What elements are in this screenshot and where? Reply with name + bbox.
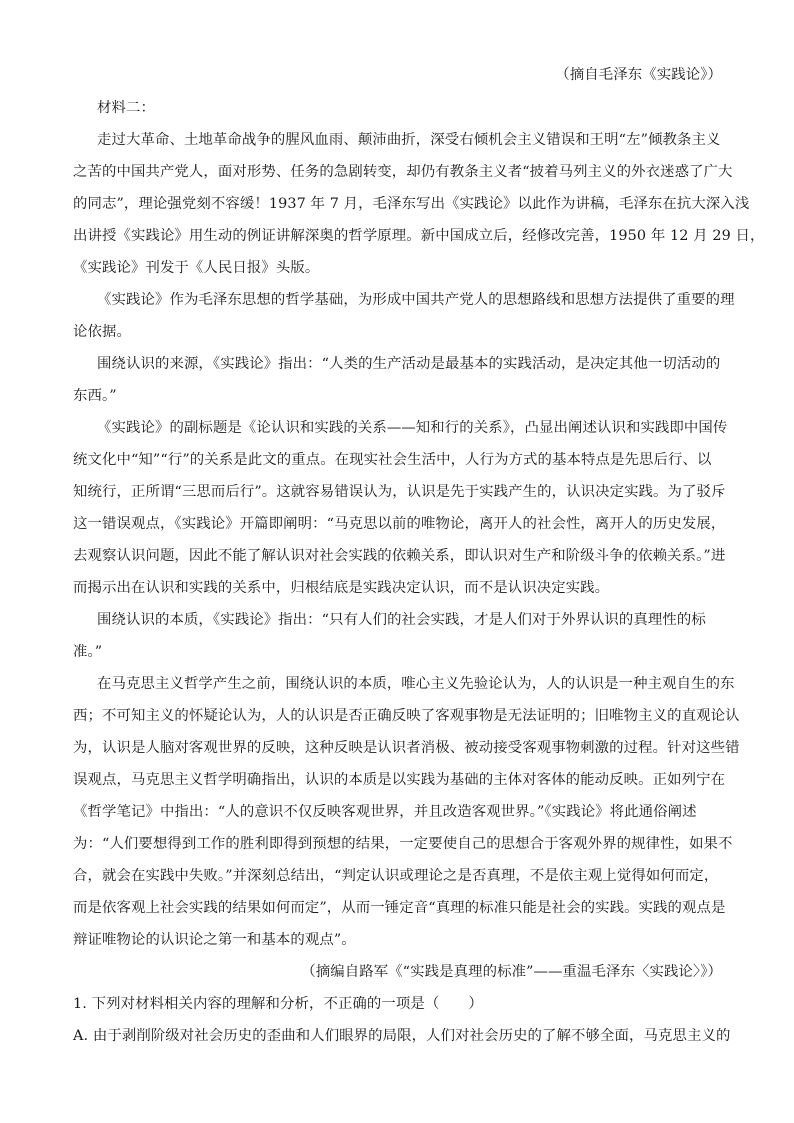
paragraph-line: 论依据。: [73, 324, 131, 340]
paragraph-line: 辩证唯物论的认识论之第一和基本的观点”。: [73, 932, 356, 948]
paragraph-line: 知统行，正所谓“三思而后行”。这就容易错误认为，认识是先于实践产生的，认识决定实践。为了驳斥: [73, 484, 726, 500]
paragraph-line: 这一错误观点，《实践论》开篇即阐明：“马克思以前的唯物论，离开人的社会性，离开人的历史发展，: [73, 516, 726, 532]
paragraph-line: 为：“人们要想得到工作的胜利即得到预想的结果，一定要使自己的思想合于客观外界的规律性，如果不: [73, 836, 733, 852]
paragraph-line: 西；不可知主义的怀疑论认为，人的认识是否正确反映了客观事物是无法证明的；旧唯物主义的直观论认: [73, 708, 740, 724]
paragraph-line: 统文化中“知”“行”的关系是此文的重点。在现实社会生活中，人行为方式的基本特点是先思后行、以: [73, 452, 712, 468]
source-citation-1: （摘自毛泽东《实践论》）: [555, 67, 722, 83]
paragraph-line: 《实践论》刊发于《人民日报》头版。: [73, 260, 320, 276]
paragraph-line: 围绕认识的来源，《实践论》指出：“人类的生产活动是最基本的实践活动，是决定其他一切活动的: [97, 356, 721, 372]
question-1: 1. 下列对材料相关内容的理解和分析，不正确的一项是（ ）: [73, 996, 483, 1012]
paragraph-line: 《实践论》作为毛泽东思想的哲学基础，为形成中国共产党人的思想路线和思想方法提供了重要的理: [97, 292, 735, 308]
paragraph-line: 准。”: [73, 644, 103, 660]
paragraph-line: 误观点，马克思主义哲学明确指出，认识的本质是以实践为基础的主体对客体的能动反映。正如列宁在: [73, 772, 726, 788]
paragraph-line: 去观察认识问题，因此不能了解认识对社会实践的依赖关系，即认识对生产和阶级斗争的依赖关系。”进: [73, 548, 726, 564]
paragraph-line: 围绕认识的本质，《实践论》指出：“只有人们的社会实践，才是人们对于外界认识的真理性的标: [97, 612, 706, 628]
paragraph-line: 在马克思主义哲学产生之前，围绕认识的本质，唯心主义先验论认为，人的认识是一种主观自生的东: [97, 676, 735, 692]
paragraph-line: 出讲授《实践论》用生动的例证讲解深奥的哲学原理。新中国成立后，经修改完善，1950 年 12 月 29 日，: [73, 228, 765, 244]
paragraph-line: 为，认识是人脑对客观世界的反映，这种反映是认识者消极、被动接受客观事物刺激的过程。针对这些错: [73, 740, 740, 756]
material-two-heading: 材料二：: [97, 100, 155, 116]
paragraph-line: 合，就会在实践中失败。”并深刻总结出，“判定认识或理论之是否真理，不是依主观上觉得如何而定，: [73, 868, 719, 884]
paragraph-line: 的同志”，理论强党刻不容缓！1937 年 7 月，毛泽东写出《实践论》以此作为讲稿，毛泽东在抗大深入浅: [73, 196, 750, 212]
paragraph-line: 东西。”: [73, 388, 117, 404]
paragraph-line: 《实践论》的副标题是《论认识和实践的关系——知和行的关系》，凸显出阐述认识和实践即中国传: [97, 420, 728, 436]
paragraph-line: 而揭示出在认识和实践的关系中，归根结底是实践决定认识，而不是认识决定实践。: [73, 580, 610, 596]
paragraph-line: 走过大革命、土地革命战争的腥风血雨、颠沛曲折，深受右倾机会主义错误和王明“左”倾教条主义: [97, 132, 721, 148]
option-a: A. 由于剥削阶级对社会历史的歪曲和人们眼界的局限，人们对社会历史的了解不够全面，马克思主义的: [73, 1028, 731, 1044]
paragraph-line: 《哲学笔记》中指出：“人的意识不仅反映客观世界，并且改造客观世界。”《实践论》将此通俗阐述: [73, 804, 697, 820]
paragraph-line: 而是依客观上社会实践的结果如何而定”，从而一锤定音“真理的标准只能是社会的实践。实践的观点是: [73, 900, 726, 916]
source-citation-2: （摘编自路军《“实践是真理的标准”——重温毛泽东〈实践论〉》）: [301, 964, 722, 980]
paragraph-line: 之苦的中国共产党人，面对形势、任务的急剧转变，却仍有教条主义者“披着马列主义的外衣迷惑了广大: [73, 164, 733, 180]
